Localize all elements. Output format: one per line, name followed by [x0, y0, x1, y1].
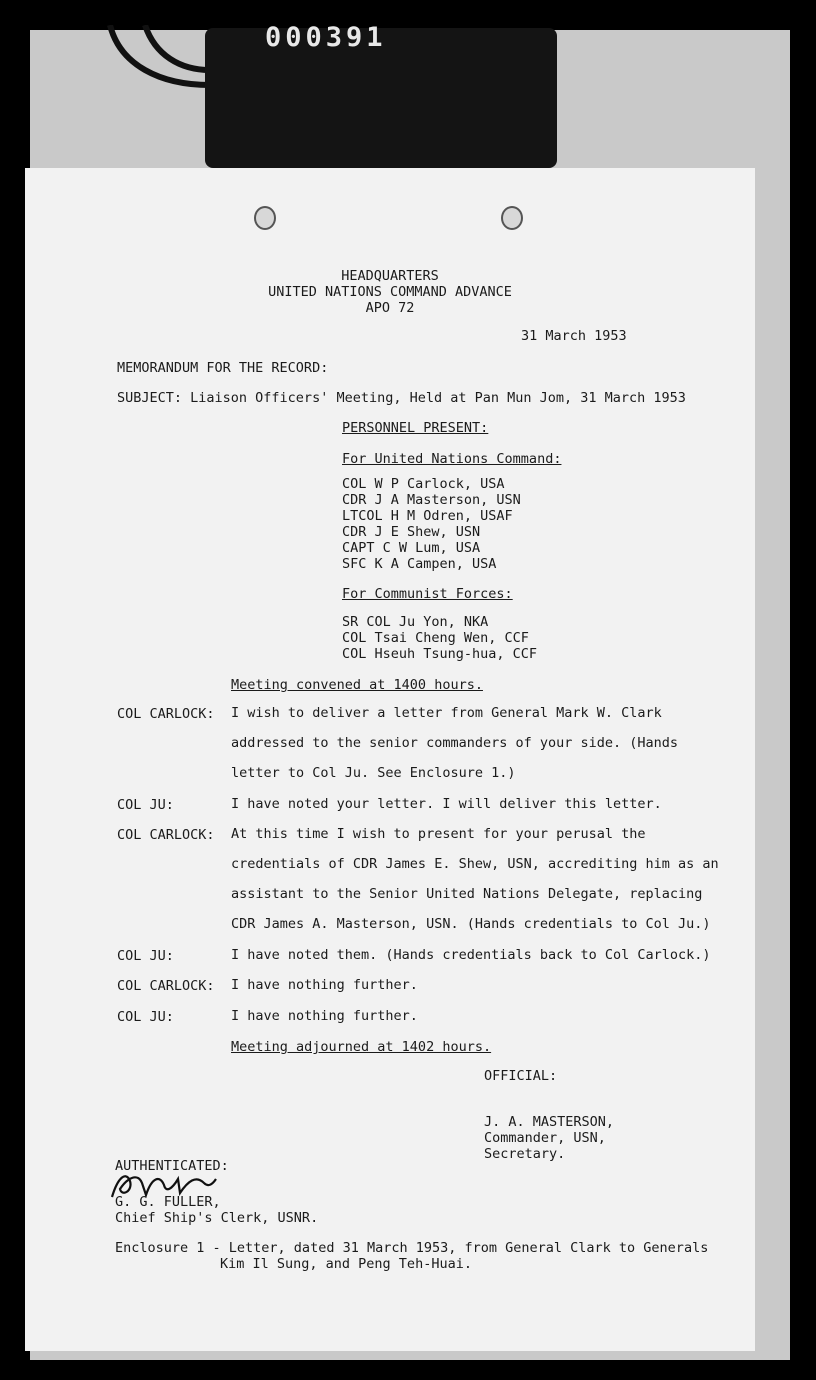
header-line-3: APO 72	[365, 300, 415, 316]
speaker-label: COL JU:	[117, 1009, 174, 1025]
speaker-label: COL JU:	[117, 948, 174, 964]
cf-member: COL Tsai Cheng Wen, CCF	[342, 630, 529, 646]
header-line-1: HEADQUARTERS	[341, 268, 439, 284]
speaker-label: COL CARLOCK:	[117, 827, 215, 843]
authenticated-label: AUTHENTICATED:	[115, 1158, 229, 1174]
cf-heading: For Communist Forces:	[342, 586, 513, 602]
speech-text: I have noted them. (Hands credentials back to Col Carlock.)	[231, 947, 711, 963]
frame-number: 000391	[265, 22, 387, 53]
speech-text: At this time I wish to present for your perusal the credentials of CDR James E. Shew, USN, accrediting him as an assistant to the Senior United Nations Delegate, replacing CDR James A. Masterson, USN. (Hands credentials to Col Ju.)	[231, 826, 719, 932]
unc-heading: For United Nations Command:	[342, 451, 562, 467]
official-label: OFFICIAL:	[484, 1068, 558, 1084]
official-title: Secretary.	[484, 1146, 566, 1162]
unc-member: CAPT C W Lum, USA	[342, 540, 481, 556]
unc-member: COL W P Carlock, USA	[342, 476, 505, 492]
meeting-convened: Meeting convened at 1400 hours.	[231, 677, 483, 693]
speaker-label: COL CARLOCK:	[117, 978, 215, 994]
speech-text: I have nothing further.	[231, 1008, 418, 1024]
subject-line: SUBJECT: Liaison Officers' Meeting, Held at Pan Mun Jom, 31 March 1953	[117, 390, 686, 406]
unc-member: CDR J A Masterson, USN	[342, 492, 521, 508]
meeting-adjourned: Meeting adjourned at 1402 hours.	[231, 1039, 492, 1055]
official-name: J. A. MASTERSON,	[484, 1114, 615, 1130]
unc-member: SFC K A Campen, USA	[342, 556, 497, 572]
authenticated-name: G. G. FULLER,	[115, 1194, 221, 1210]
memo-date: 31 March 1953	[521, 328, 627, 344]
official-rank: Commander, USN,	[484, 1130, 606, 1146]
personnel-heading: PERSONNEL PRESENT:	[342, 420, 489, 436]
speaker-label: COL CARLOCK:	[117, 706, 215, 722]
punch-hole-right	[501, 206, 523, 230]
unc-member: CDR J E Shew, USN	[342, 524, 481, 540]
header-line-2: UNITED NATIONS COMMAND ADVANCE	[268, 284, 512, 300]
enclosure-line-1: Enclosure 1 - Letter, dated 31 March 1953, from General Clark to Generals	[115, 1240, 709, 1256]
unc-member: LTCOL H M Odren, USAF	[342, 508, 513, 524]
authenticated-title: Chief Ship's Clerk, USNR.	[115, 1210, 319, 1226]
speech-text: I have noted your letter. I will deliver this letter.	[231, 796, 662, 812]
punch-hole-left	[254, 206, 276, 230]
speech-text: I have nothing further.	[231, 977, 418, 993]
counter-cable	[100, 25, 220, 105]
enclosure-line-2: Kim Il Sung, and Peng Teh-Huai.	[220, 1256, 472, 1272]
cf-member: SR COL Ju Yon, NKA	[342, 614, 489, 630]
cf-member: COL Hseuh Tsung-hua, CCF	[342, 646, 538, 662]
memorandum-page	[25, 168, 755, 1351]
speech-text: I wish to deliver a letter from General Mark W. Clark addressed to the senior commanders of your side. (Hands letter to Col Ju. See Enclosure 1.)	[231, 705, 679, 781]
memo-for-record: MEMORANDUM FOR THE RECORD:	[117, 360, 329, 376]
speaker-label: COL JU:	[117, 797, 174, 813]
